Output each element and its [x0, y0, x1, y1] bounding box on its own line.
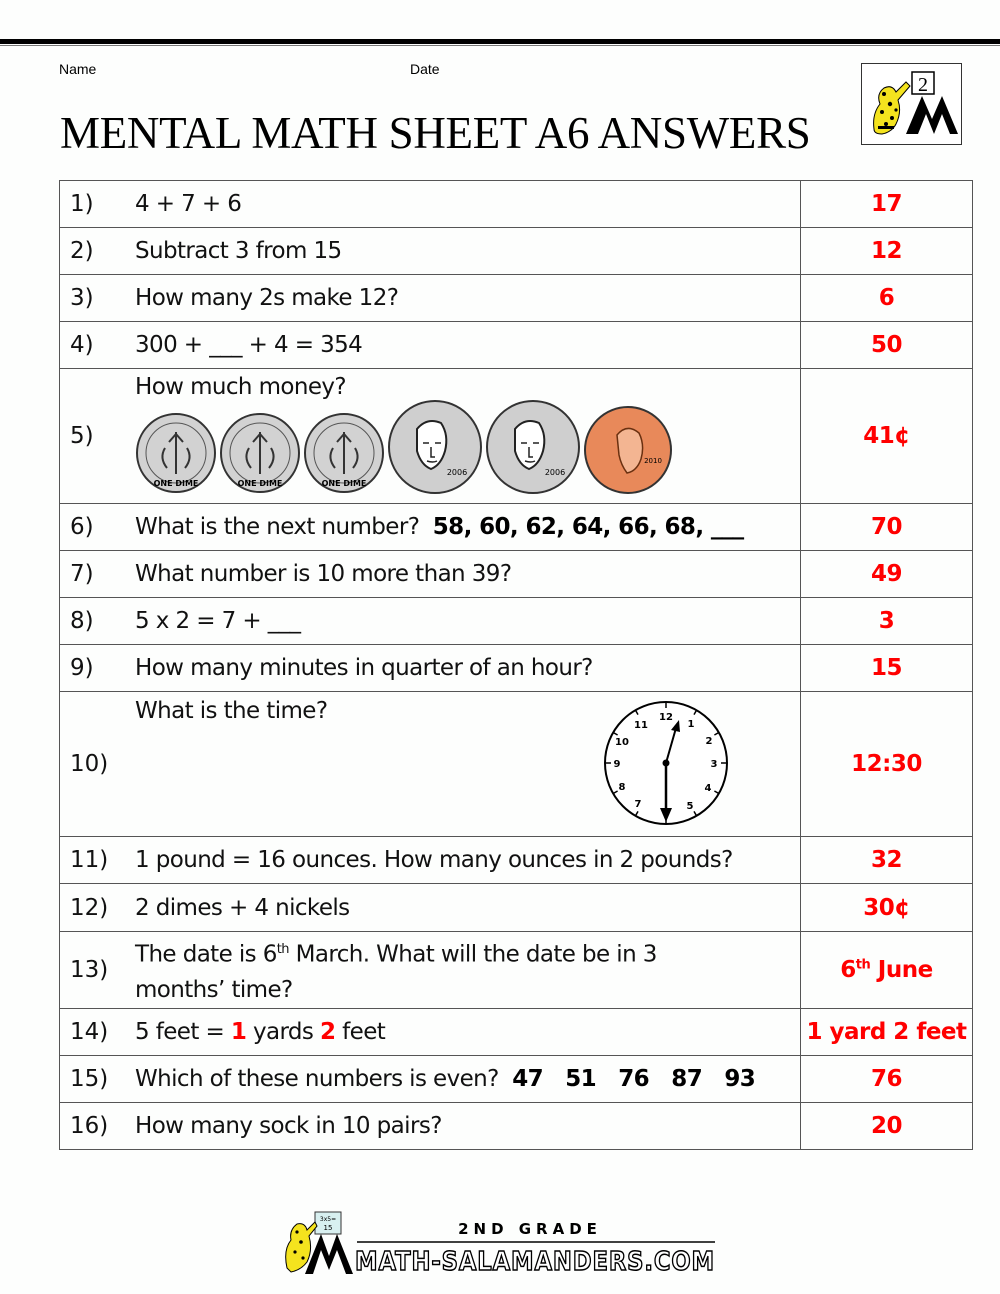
svg-text:ONE DIME: ONE DIME: [153, 478, 199, 488]
question-number: 8): [70, 608, 94, 634]
question-number: 16): [70, 1112, 109, 1139]
number-sequence: 58, 60, 62, 64, 66, 68, ___: [432, 514, 744, 540]
svg-text:1: 1: [687, 719, 695, 730]
answer: 20: [801, 1102, 973, 1149]
table-row: [60, 275, 973, 322]
svg-text:ONE DIME: ONE DIME: [237, 478, 283, 488]
table-row: [60, 645, 973, 692]
answer: 49: [801, 551, 973, 598]
question-text: The date is 6th March. What will the date be in 3 months’ time?: [135, 941, 657, 1003]
answer: 17: [801, 181, 973, 228]
question-number: 10): [70, 751, 109, 777]
table-row: [60, 884, 973, 932]
table-row: [60, 598, 973, 645]
svg-text:2: 2: [918, 74, 928, 96]
answer: 32: [801, 837, 973, 884]
answer: 12:30: [801, 692, 973, 837]
question-text: What number is 10 more than 39?: [135, 561, 512, 587]
answer: 6: [801, 275, 973, 322]
dime-coin-icon: [135, 412, 217, 494]
table-row: [60, 1008, 973, 1055]
question-text: How many 2s make 12?: [135, 285, 399, 311]
question-number: 12): [70, 894, 109, 921]
question-text: What is the time?: [135, 698, 328, 724]
answer: 41¢: [801, 369, 973, 504]
question-number: 3): [70, 285, 94, 311]
question-number: 14): [70, 1018, 109, 1045]
svg-text:2006: 2006: [544, 467, 566, 477]
date-label: Date: [410, 61, 440, 77]
question-text: How many minutes in quarter of an hour?: [135, 655, 593, 681]
table-row: [60, 504, 973, 551]
answer: 30¢: [801, 884, 973, 932]
answer: 15: [801, 645, 973, 692]
question-number: 13): [70, 956, 109, 983]
question-text: How much money?: [135, 373, 347, 400]
question-text: 4 + 7 + 6: [135, 191, 242, 217]
svg-text:12: 12: [659, 712, 673, 723]
svg-text:MATH-SALAMANDERS.COM: MATH-SALAMANDERS.COM: [355, 1247, 715, 1277]
answer: 50: [801, 322, 973, 369]
question-text: What is the next number?: [135, 514, 420, 540]
question-text: 2 dimes + 4 nickels: [135, 894, 350, 921]
top-rule: [0, 39, 1000, 44]
table-row: [60, 837, 973, 884]
answer: 6th June: [801, 932, 973, 1009]
question-number: 4): [70, 332, 94, 358]
question-number: 7): [70, 561, 94, 587]
question-number: 6): [70, 514, 94, 540]
question-text: 5 x 2 = 7 + ___: [135, 608, 301, 634]
number-choices: 47 51 76 87 93: [512, 1065, 756, 1092]
svg-text:2010: 2010: [644, 456, 662, 465]
penny-coin-icon: [583, 405, 673, 495]
table-row: [60, 1055, 973, 1102]
top-rule-thin: [0, 45, 1000, 46]
page-title: MENTAL MATH SHEET A6 ANSWERS: [60, 108, 811, 158]
svg-text:11: 11: [634, 720, 648, 731]
name-label: Name: [59, 61, 97, 77]
question-text: 300 + ___ + 4 = 354: [135, 332, 363, 358]
svg-text:3: 3: [710, 759, 718, 770]
answer: 3: [801, 598, 973, 645]
question-number: 15): [70, 1065, 109, 1092]
nickel-coin-icon: [485, 399, 581, 495]
answer: 12: [801, 228, 973, 275]
coins-row: [60, 402, 800, 495]
svg-text:2ND GRADE: 2ND GRADE: [458, 1220, 602, 1238]
svg-text:ONE DIME: ONE DIME: [321, 478, 367, 488]
table-row: [60, 932, 973, 1009]
svg-text:15: 15: [323, 1224, 333, 1232]
table-row: [60, 551, 973, 598]
clock-icon: [603, 700, 729, 826]
salamander-logo-icon: [861, 63, 962, 145]
answer: 76: [801, 1055, 973, 1102]
table-row: [60, 692, 973, 837]
svg-text:9: 9: [613, 759, 621, 770]
svg-text:7: 7: [634, 799, 642, 810]
question-text: Subtract 3 from 15: [135, 238, 342, 264]
dime-coin-icon: [303, 412, 385, 494]
table-row: [60, 1102, 973, 1149]
svg-text:4: 4: [704, 783, 712, 794]
table-row: [60, 228, 973, 275]
question-number: 5): [70, 423, 94, 449]
svg-text:3x5=: 3x5=: [319, 1216, 337, 1223]
svg-text:2: 2: [705, 736, 713, 747]
table-row: [60, 181, 973, 228]
question-number: 1): [70, 191, 94, 217]
table-row: [60, 369, 973, 504]
svg-text:10: 10: [615, 737, 629, 748]
question-text: How many sock in 10 pairs?: [135, 1112, 442, 1139]
question-text: Which of these numbers is even?: [135, 1065, 499, 1092]
question-text: 5 feet = 1 yards 2 feet: [135, 1018, 386, 1045]
svg-text:5: 5: [686, 801, 694, 812]
svg-text:2006: 2006: [446, 467, 468, 477]
answer: 70: [801, 504, 973, 551]
question-text: 1 pound = 16 ounces. How many ounces in 2 pounds?: [135, 847, 733, 873]
question-number: 9): [70, 655, 94, 681]
svg-text:8: 8: [618, 782, 626, 793]
dime-coin-icon: [219, 412, 301, 494]
questions-table: [59, 180, 973, 1150]
question-number: 2): [70, 238, 94, 264]
salamander-footer-icon: [286, 1212, 353, 1274]
question-number: 11): [70, 847, 109, 873]
footer-logo: [275, 1210, 735, 1275]
nickel-coin-icon: [387, 399, 483, 495]
answer: 1 yard 2 feet: [801, 1008, 973, 1055]
table-row: [60, 322, 973, 369]
